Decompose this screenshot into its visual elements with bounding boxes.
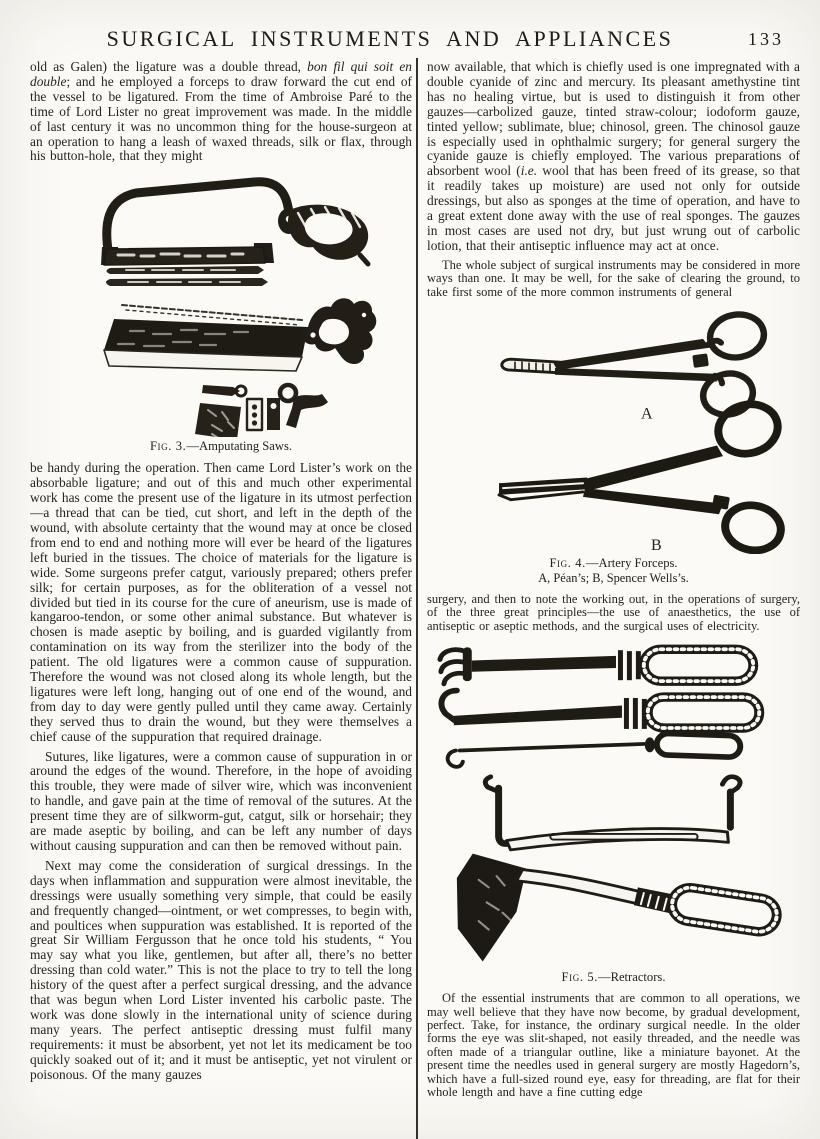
text-run: wool that has been freed of its grease, so that it readily takes up moisture) are used not only for outside dressings, but also as sponges at the time of operation, and have to a great extent done away with the use of real sponges. The gauzes in most cases are used not dry, but just wrung out of carbolic lotion, that their antiseptic influence may act at once. bbox=[427, 163, 800, 253]
italic-phrase: bon fil qui soit en double bbox=[30, 60, 412, 89]
figure-4-caption bbox=[427, 556, 800, 586]
figure-5-label: Fig. 5. bbox=[561, 970, 598, 985]
figure-4-label: Fig. 4. bbox=[549, 556, 586, 570]
paragraph-dressings: Next may come the consideration of surgical dressings. In the days when inflammation and suppuration were almost inevitable, the dressings were usually something very simple, that could be easily and frequently changed—ointment, or wet compresses, to begin with, and poultices when suppuration was established. It is reported of the great Sir William Fergusson that he once told his students, “ You may say what you like, gentlemen, but after all, there’s no better dressing than cold water.” This is not the place to try to tell the long history of the quest after a perfect surgical dressing, and the advance that was begun when Lord Lister invented his carbolic paste. The work was done slowly in the international unity of science during many years. The perfect antiseptic dressing must fulfil many requirements: it must be absorbent, yet not let its medicament be too quickly soaked out of it; and it must be antiseptic, yet not virulent or poisonous. Of the many gauzes bbox=[30, 857, 412, 1082]
paragraph-principles: surgery, and then to note the working out, in the operations of surgery, of the three great principles—the use of anaesthetics, the use of antiseptic or aseptic methods, and the surgical uses of electricity. bbox=[427, 592, 800, 633]
figure-3-caption bbox=[30, 439, 412, 454]
figure-5-text: —Retractors. bbox=[597, 970, 666, 985]
paragraph-needles: Of the essential instruments that are common to all operations, we may well believe that they have now become, by gradual development, perfect. Take, for instance, the ordinary surgical needle. In the older forms the eye was slit-shaped, not easily threaded, and the needle was often made of a triangular outline, like a miniature bayonet. At the present time the needles used in general surgery are mostly Hagedorn’s, which have a full-sized round eye, easy for threading, are flat for their whole length and have a fine cutting edge bbox=[427, 991, 800, 1100]
amputating-saws-illustration bbox=[30, 169, 412, 437]
figure-4 bbox=[465, 304, 800, 586]
left-column bbox=[30, 60, 412, 1139]
text-run: old as Galen) the ligature was a double thread, bbox=[30, 60, 308, 74]
figure-5-caption bbox=[427, 970, 800, 985]
text-run: ; and he employed a forceps to draw forward the cut end of the vessel to be ligatured. From the time of Ambroise Paré to the time of Lord Lister no great improvement was made. In the middle of last century it was no uncommon thing for the house-surgeon at an operation to hang a leash of waxed threads, silk or flax, through his button-hole, that they might bbox=[30, 73, 412, 164]
paragraph-lister-ligature: be handy during the operation. Then came Lord Lister’s work on the absorbable ligature; and out of this and much other experimental work has come the present use of the ligature in its utmost perfection—a thread that can be tied, cut short, and left in the depth of the wound, with absolute certainty that the wound may at once be closed from end to end and nothing more will ever be heard of the ligatures left buried in the tissues. The choice of materials for the ligature is wide. Some surgeons prefer catgut, variously prepared; others prefer silk; for certain purposes, as for the obliteration of a vessel not divided but tied in its course for the cure of aneurism, use is made of kangaroo-tendon, or some other animal substance. But whatever is chosen is made aseptic by boiling, and is guarded vigilantly from contamination on its way from the sterilizer into the body of the patient. The old ligatures were a common cause of suppuration. Therefore the wound was not closed along its whole length, but the ligatures were left long, hanging out of one end of the wound, and from day to day were gently pulled until they came away. Certainly they served thus to drain the wound, but they were themselves a chief cause of the suppuration that required drainage. bbox=[30, 460, 412, 744]
figure-5 bbox=[427, 638, 800, 985]
artery-forceps-illustration bbox=[465, 304, 795, 554]
figure-4-label-a: A bbox=[641, 405, 653, 423]
paragraph-sutures: Sutures, like ligatures, were a common cause of suppuration in or around the edges of the wound. Therefore, in the hope of avoiding this trouble, they were made of silver wire, which was inconvenient to handle, and gave pain at the time of removal of the sutures. At the present time they are of silkworm-gut, catgut, silk or horsehair; they are made aseptic by boiling, and can be left any number of days without causing suppuration and can then be removed without pain. bbox=[30, 748, 412, 853]
paragraph-whole-subject: The whole subject of surgical instruments may be considered in more ways than one. It may be well, for the sake of clearing the ground, to take first some of the more common instruments of general bbox=[427, 257, 800, 299]
retractors-illustration bbox=[427, 638, 800, 968]
page-number: 133 bbox=[748, 29, 784, 49]
figure-3-label: Fig. 3. bbox=[149, 439, 187, 454]
figure-3 bbox=[30, 169, 412, 454]
figure-3-text: —Amputating Saws. bbox=[186, 439, 293, 454]
figure-4-subcaption: A, Péan’s; B, Spencer Wells’s. bbox=[538, 571, 689, 585]
figure-4-text: —Artery Forceps. bbox=[585, 556, 678, 570]
figure-4-label-b: B bbox=[651, 537, 662, 554]
paragraph-ligature bbox=[30, 60, 412, 164]
paragraph-gauzes bbox=[427, 60, 800, 254]
column-divider bbox=[416, 58, 418, 1139]
text-run: now available, that which is chiefly used is one impregnated with a double cyanide of zinc and mercury. Its pleasant amethystine tint has no healing virtue, but is used to distinguish it from other gauzes—carbolized gauze, tinted straw-colour; iodoform gauze, tinted yellow; sublimate, blue; chinosol, green. The chinosol gauze is especially used in ophthalmic surgery; for general surgery the cyanide gauze is chiefly employed. The various preparations of absorbent wool ( bbox=[427, 60, 800, 179]
right-column bbox=[427, 60, 800, 1139]
italic-phrase: i.e. bbox=[520, 163, 538, 179]
page-title: SURGICAL INSTRUMENTS AND APPLIANCES bbox=[106, 26, 674, 51]
